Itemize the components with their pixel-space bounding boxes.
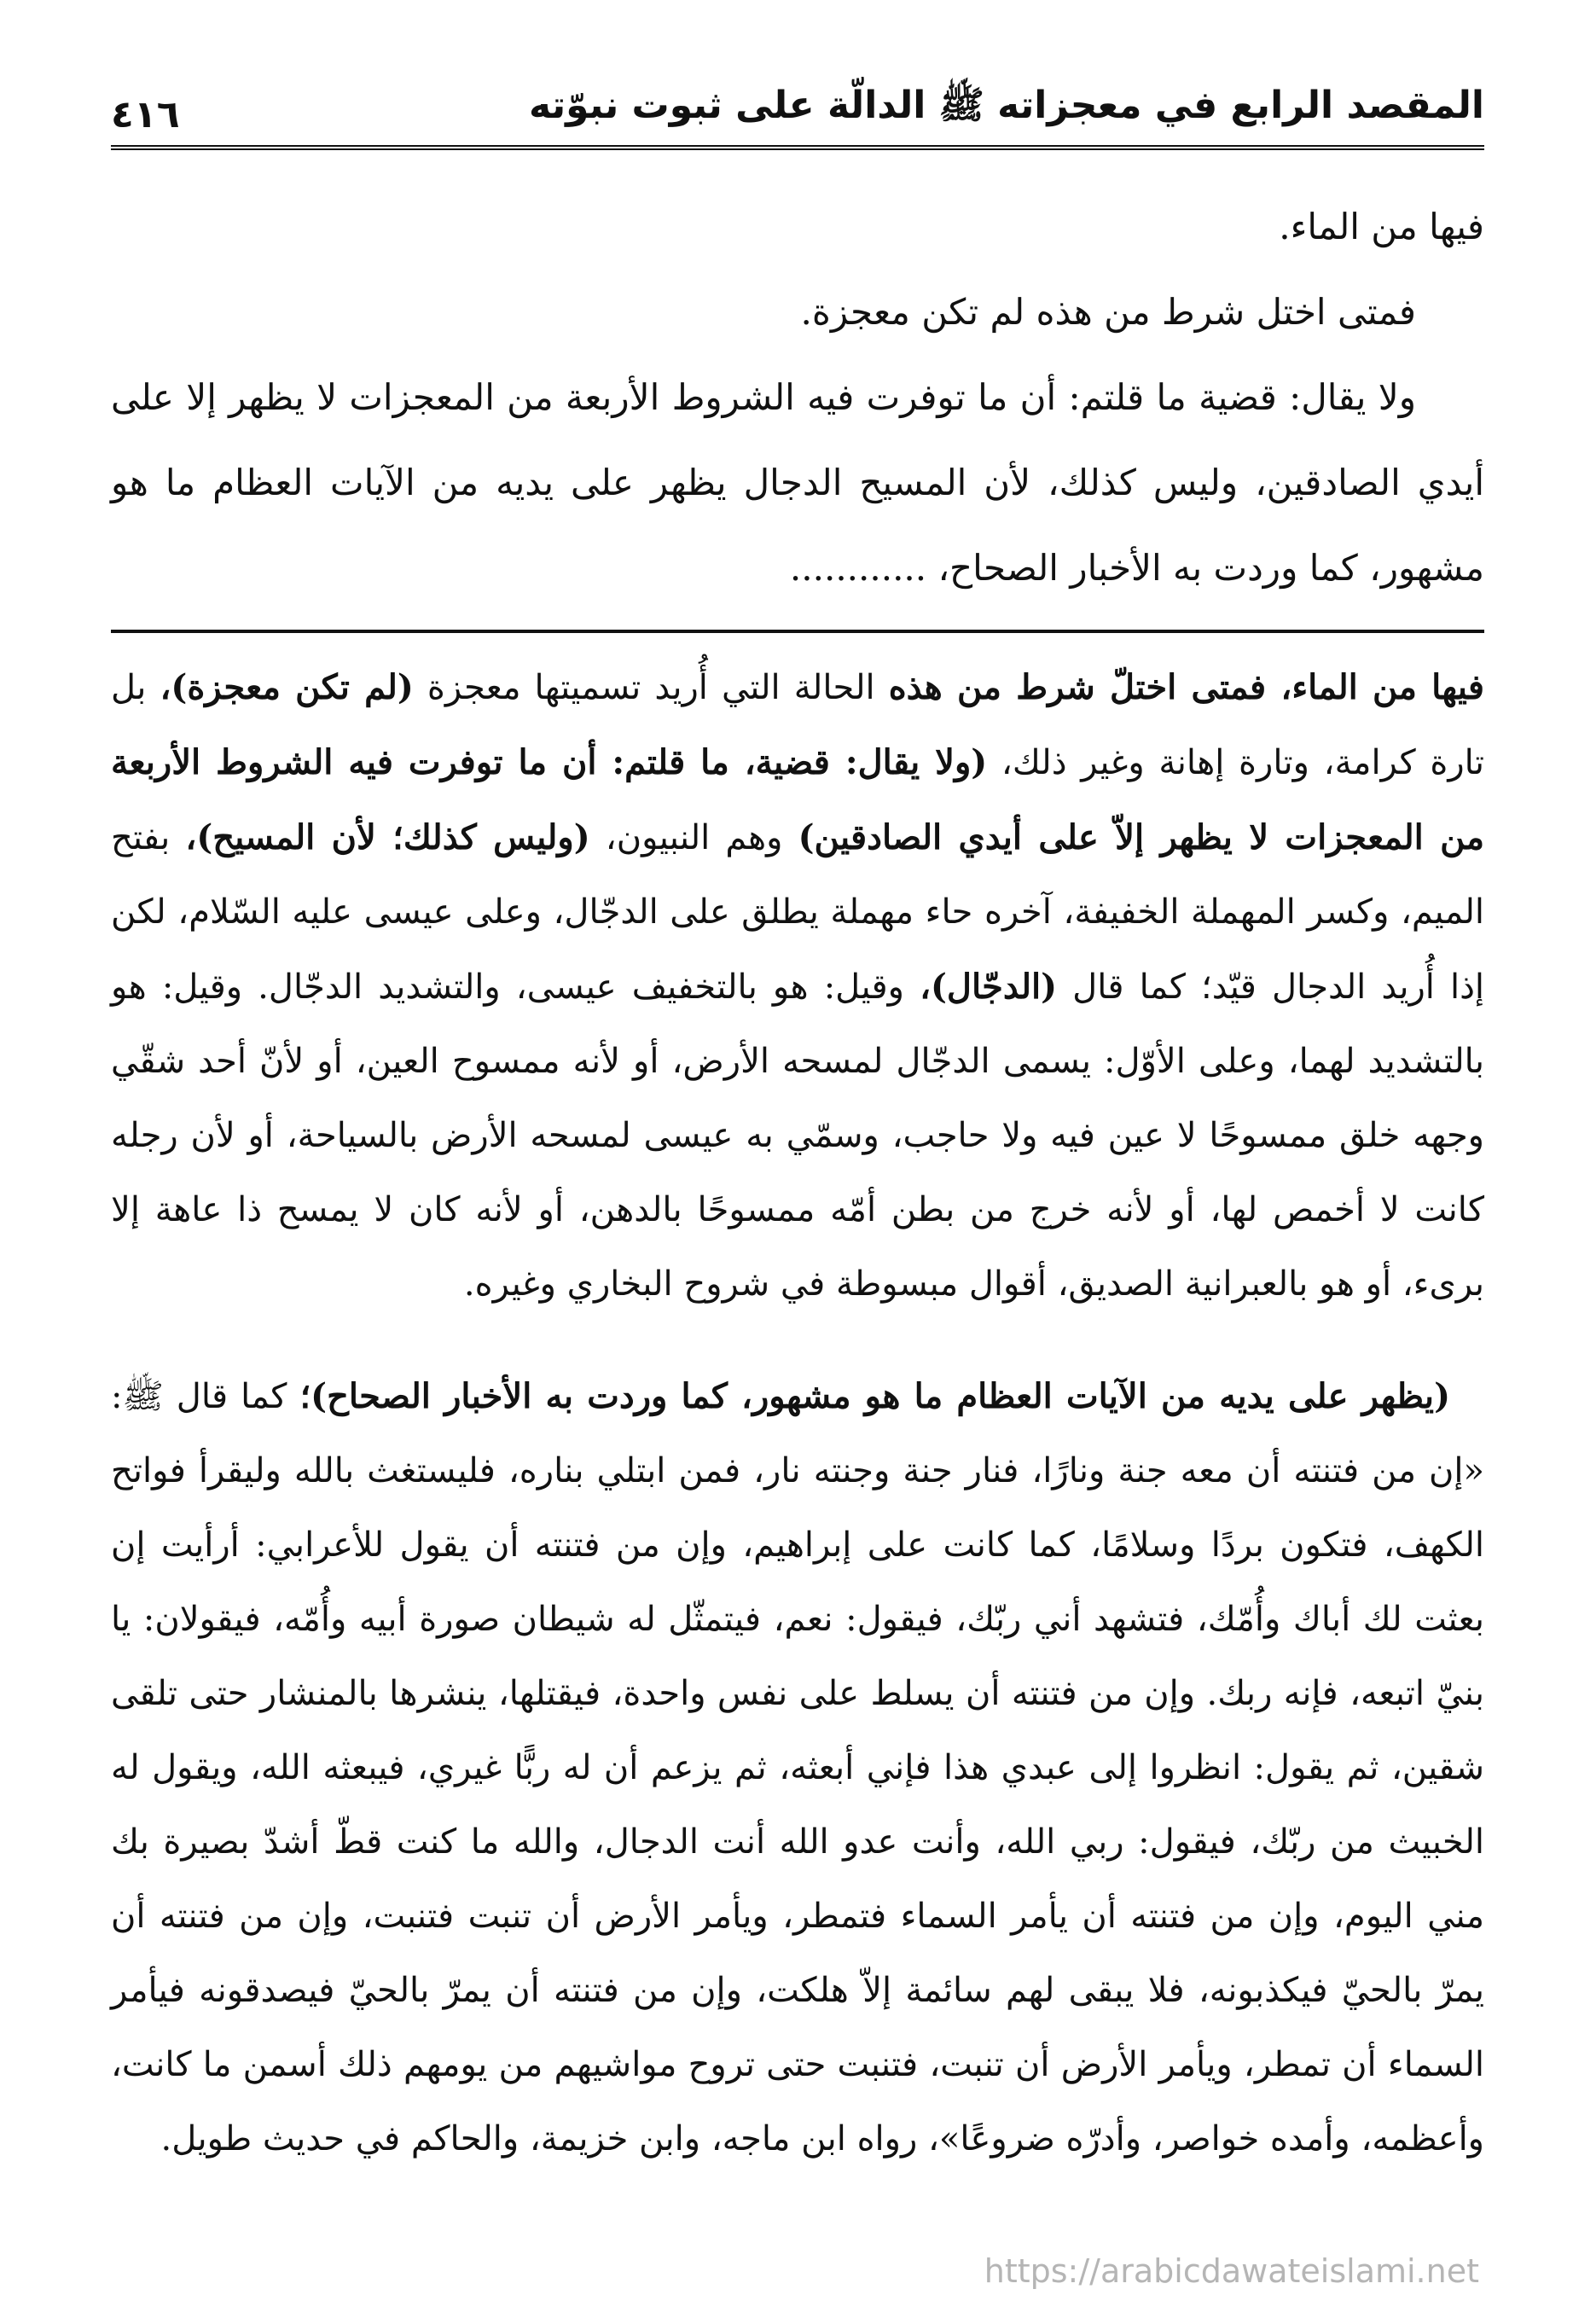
main-text-paragraph-3 [111, 355, 1484, 611]
watermark-url: https://arabicdawateislami.net [984, 2252, 1479, 2290]
commentary-text [111, 650, 1484, 2176]
quoted-text: (يظهر على يديه من الآيات العظام ما هو مشهور، كما وردت به الأخبار الصحاح)؛ [299, 1376, 1450, 1416]
commentary-text-run: بفتح الميم، وكسر المهملة الخفيفة، آخره حاء مهملة يطلق على الدجّال، وعلى عيسى عليه السّلام، لكن إذا أُريد الدجال قيّد؛ كما قال [111, 818, 1485, 1007]
main-text [111, 184, 1484, 611]
section-divider [111, 630, 1484, 633]
commentary-text-run: وهم النبيون، [589, 818, 798, 857]
quoted-text: (الدجّال)، [920, 967, 1058, 1007]
commentary-text-run: الحالة التي أُريد تسميتها معجزة [413, 668, 889, 707]
continuation-dots: ............ [789, 547, 927, 589]
commentary-text-run: وقيل: هو بالتخفيف عيسى، والتشديد الدجّال. وقيل: هو بالتشديد لهما، وعلى الأوّل: يسمى الدجّال لمسحه الأرض، أو لأنه ممسوح العين، أو لأنّ أحد شقّي وجهه خلق ممسوحًا لا عين فيه ولا حاجب، وسمّي به عيسى لمسحه الأرض بالسياحة، أو لأن رجله كانت لا أخمص لها، أو لأنه خرج من بطن أمّه ممسوحًا بالدهن، أو لأنه كان لا يمسح ذا عاهة إلا برىء، أو هو بالعبرانية الصديق، أقوال مبسوطة في شروح البخاري وغيره. [111, 967, 1484, 1304]
quoted-text: (لم تكن معجزة)، [160, 667, 414, 707]
page-number: ٤١٦ [111, 93, 180, 137]
main-text-line-1: فيها من الماء. [1279, 206, 1484, 247]
commentary-text-run: كما قال ﷺ: «إن من فتنته أن معه جنة ونارًا، فنار جنة وجنته نار، فمن ابتلي بناره، فليستغث بالله وليقرأ فواتح الكهف، فتكون بردًا وسلامًا، كما كانت على إبراهيم، وإن من فتنته أن يقول للأعرابي: أرأيت إن بعثت لك أباك وأُمّك، فتشهد أني ربّك، فيقول: نعم، فيتمثّل له شيطان صورة أبيه وأُمّه، فيقولان: يا بنيّ اتبعه، فإنه ربك. وإن من فتنته أن يسلط على نفس واحدة، فيقتلها، ينشرها بالمنشار حتى تلقى شقين، ثم يقول: انظروا إلى عبدي هذا فإني أبعثه، ثم يزعم أن له ربًّا غيري، فيبعثه الله، ويقول له الخبيث من ربّك، فيقول: ربي الله، وأنت عدو الله أنت الدجال، والله ما كنت قطّ أشدّ بصيرة بك مني اليوم، وإن من فتنته أن يأمر السماء فتمطر، ويأمر الأرض أن تنبت فتنبت، وإن من فتنته أن يمرّ بالحيّ فيكذبونه، فلا يبقى لهم سائمة إلاّ هلكت، وإن من فتنته أن يمرّ بالحيّ فيصدقونه فيأمر السماء أن تمطر، ويأمر الأرض أن تنبت، فتنبت حتى تروح مواشيهم من يومهم ذلك أسمن ما كانت، وأعظمه، وأمده خواصر، وأدرّه ضروعًا»، رواه ابن ماجه، وابن خزيمة، والحاكم في حديث طويل. [111, 1377, 1485, 2158]
quoted-text: فيها من الماء، فمتى اختلّ شرط من هذه [888, 667, 1485, 707]
quoted-text: (وليس كذلك؛ لأن المسيح)، [185, 817, 590, 857]
book-page [111, 68, 1484, 2252]
commentary-paragraph-1 [111, 650, 1484, 1322]
page-header [111, 68, 1484, 150]
commentary-text-run: بل تارة كرامة، وتارة إهانة وغير ذلك، [111, 668, 1484, 782]
quoted-text: (ولا يقال: قضية، ما قلتم: أن ما توفرت فيه الشروط الأربعة من المعجزات لا يظهر إلاّ على أيدي الصادقين) [111, 742, 1485, 857]
commentary-paragraph-2 [111, 1359, 1484, 2176]
main-text-line-2: فمتى اختل شرط من هذه لم تكن معجزة. [800, 291, 1416, 333]
running-title: المقصد الرابع في معجزاته ﷺ الدالّة على ثبوت نبوّته [528, 84, 1484, 127]
main-text-paragraph-3-body: ولا يقال: قضية ما قلتم: أن ما توفرت فيه الشروط الأربعة من المعجزات لا يظهر إلا على أيدي الصادقين، وليس كذلك، لأن المسيح الدجال يظهر على يديه من الآيات العظام ما هو مشهور، كما وردت به الأخبار الصحاح، [111, 376, 1484, 589]
